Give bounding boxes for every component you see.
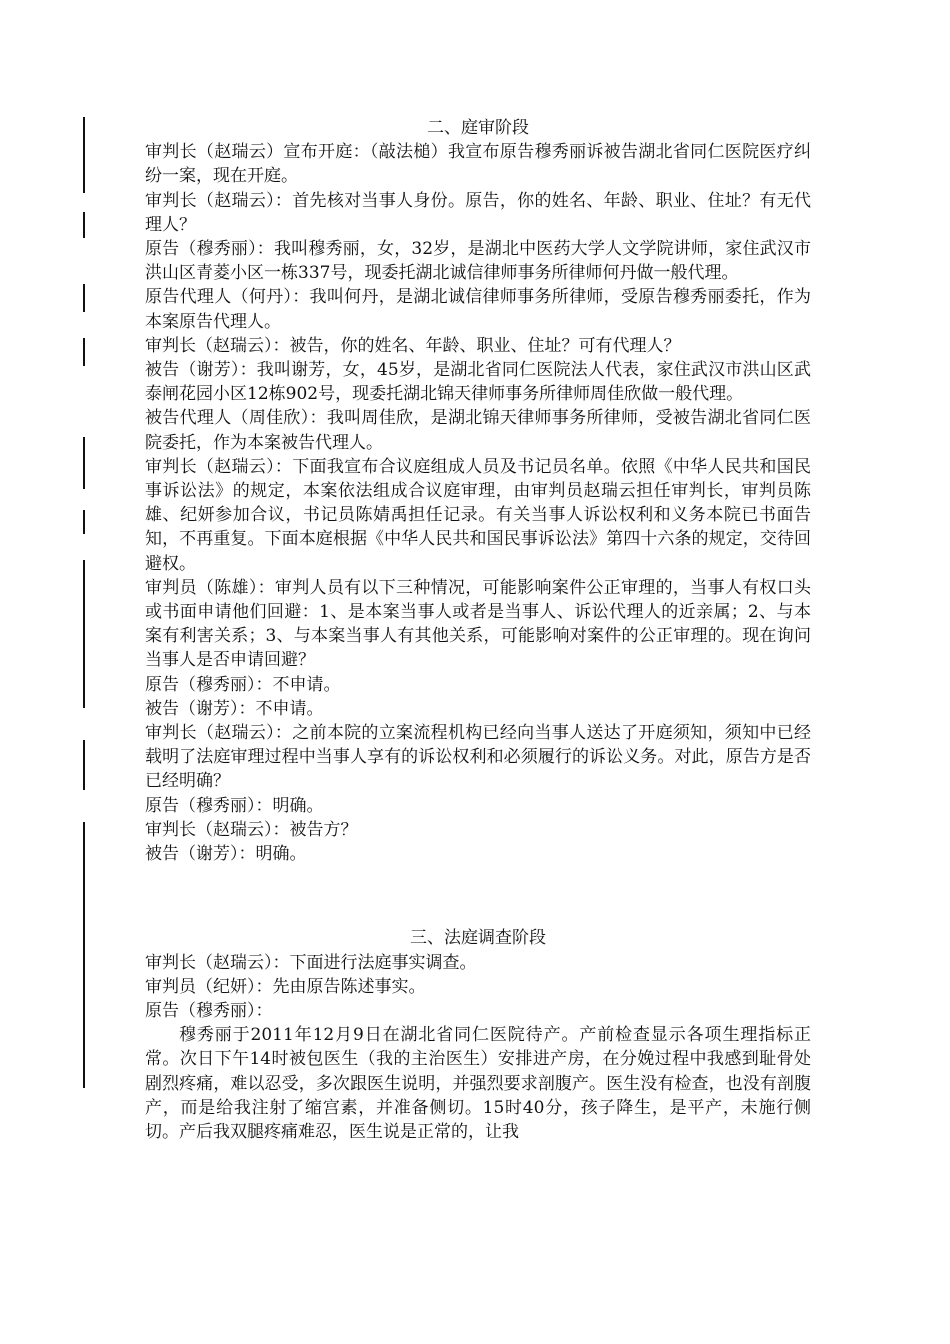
revision-bar	[83, 338, 85, 366]
revision-bar	[83, 117, 85, 193]
revision-bar	[83, 437, 85, 489]
dialogue-paragraph: 原告（穆秀丽）：明确。	[145, 795, 324, 816]
dialogue-paragraph: 被告（谢芳）：我叫谢芳，女，45岁，是湖北省同仁医院法人代表，家住武汉市洪山区武泰闸花园小区12栋902号，现委托湖北锦天律师事务所律师周佳欣做一般代理。	[145, 360, 811, 405]
section-heading: 三、法庭调查阶段	[410, 928, 546, 949]
dialogue-paragraph: 原告（穆秀丽）：不申请。	[145, 674, 341, 695]
revision-bar	[83, 740, 85, 790]
dialogue-paragraph: 审判员（纪妍）：先由原告陈述事实。	[145, 976, 426, 997]
revision-bar	[83, 284, 85, 312]
dialogue-paragraph: 审判长（赵瑞云）：被告方？	[145, 819, 358, 840]
revision-bar	[83, 510, 85, 534]
revision-bar	[83, 212, 85, 238]
document-body	[145, 116, 811, 1144]
dialogue-paragraph: 审判长（赵瑞云）宣布开庭：（敲法槌）我宣布原告穆秀丽诉被告湖北省同仁医院医疗纠纷一案，现在开庭。	[145, 142, 811, 187]
dialogue-paragraph: 被告（谢芳）：明确。	[145, 844, 307, 865]
dialogue-paragraph: 审判长（赵瑞云）：被告，你的姓名、年龄、职业、住址？可有代理人？	[145, 335, 681, 356]
dialogue-paragraph: 原告（穆秀丽）：我叫穆秀丽，女，32岁，是湖北中医药大学人文学院讲师，家住武汉市洪山区青菱小区一栋337号，现委托湖北诚信律师事务所律师何丹做一般代理。	[145, 239, 811, 284]
dialogue-paragraph: 原告代理人（何丹）：我叫何丹，是湖北诚信律师事务所律师，受原告穆秀丽委托，作为本案原告代理人。	[145, 287, 811, 332]
dialogue-paragraph: 审判长（赵瑞云）：之前本院的立案流程机构已经向当事人送达了开庭须知，须知中已经载明了法庭审理过程中当事人享有的诉讼权利和必须履行的诉讼义务。对此，原告方是否已经明确？	[145, 723, 811, 792]
dialogue-paragraph: 被告代理人（周佳欣）：我叫周佳欣，是湖北锦天律师事务所律师，受被告湖北省同仁医院委托，作为本案被告代理人。	[145, 408, 811, 453]
dialogue-paragraph: 审判长（赵瑞云）：下面进行法庭事实调查。	[145, 952, 477, 973]
dialogue-paragraph: 审判员（陈雄）：审判人员有以下三种情况，可能影响案件公正审理的，当事人有权口头或书面申请他们回避：1、是本案当事人或者是当事人、诉讼代理人的近亲属；2、与本案有利害关系；3、与本案当事人有其他关系，可能影响对案件的公正审理的。现在询问当事人是否申请回避？	[145, 577, 811, 671]
dialogue-paragraph: 审判长（赵瑞云）：首先核对当事人身份。原告，你的姓名、年龄、职业、住址？有无代理人？	[145, 190, 811, 235]
dialogue-paragraph: 审判长（赵瑞云）：下面我宣布合议庭组成人员及书记员名单。依照《中华人民共和国民事诉讼法》的规定，本案依法组成合议庭审理，由审判员赵瑞云担任审判长，审判员陈雄、纪妍参加合议，书记员陈婧禹担任记录。有关当事人诉讼权利和义务本院已书面告知，不再重复。下面本庭根据《中华人民共和国民事诉讼法》第四十六条的规定，交待回避权。	[145, 456, 811, 574]
revision-bar	[83, 560, 85, 708]
dialogue-paragraph: 被告（谢芳）：不申请。	[145, 698, 324, 719]
narrative-paragraph: 穆秀丽于2011年12月9日在湖北省同仁医院待产。产前检查显示各项生理指标正常。次日下午14时被包医生（我的主治医生）安排进产房，在分娩过程中我感到耻骨处剧烈疼痛，难以忍受，多次跟医生说明，并强烈要求剖腹产。医生没有检查，也没有剖腹产，而是给我注射了缩宫素，并准备侧切。15时40分，孩子降生，是平产，未施行侧切。产后我双腿疼痛难忍，医生说是正常的，让我	[145, 1025, 811, 1142]
dialogue-paragraph: 原告（穆秀丽）：	[145, 1000, 273, 1021]
revision-bar	[83, 822, 85, 1088]
section-heading: 二、庭审阶段	[427, 118, 529, 138]
